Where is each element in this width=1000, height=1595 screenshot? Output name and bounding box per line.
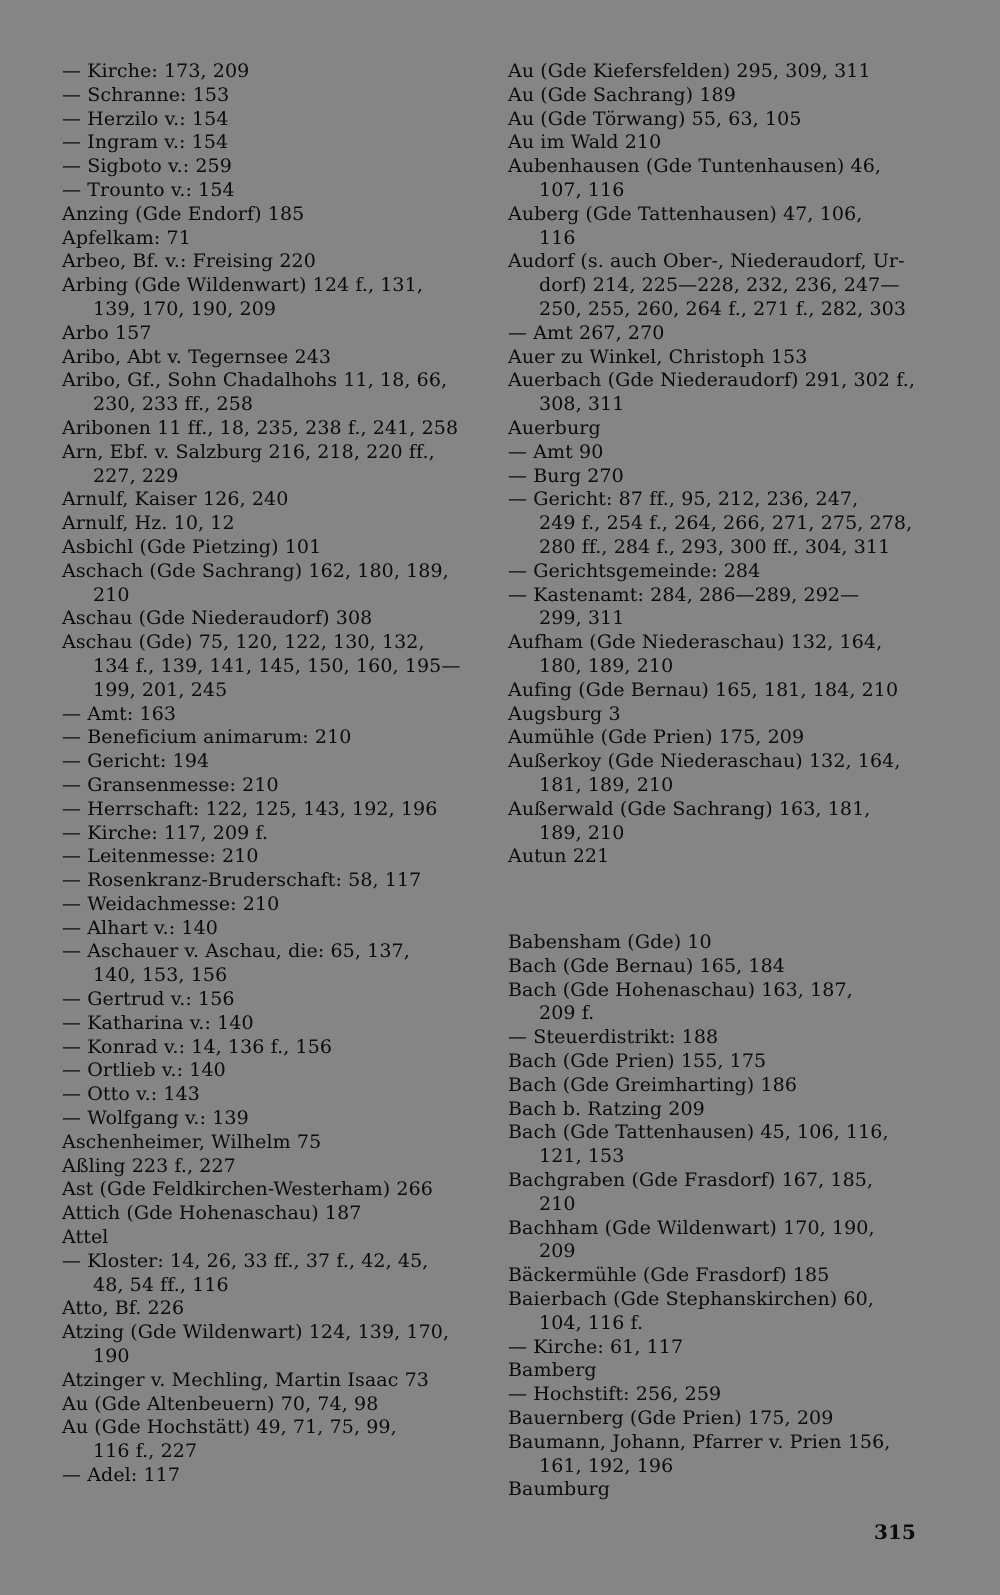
index-entry: — Alhart v.: 140 [62,916,218,939]
index-entry: — Gertrud v.: 156 [62,988,235,1011]
index-entry: — Trounto v.: 154 [62,178,235,201]
index-entry: — Schranne: 153 [62,83,230,106]
index-entry-continuation: 249 f., 254 f., 264, 266, 271, 275, 278, [539,512,913,535]
index-entry: Außerwald (Gde Sachrang) 163, 181, [508,797,871,820]
index-entry: — Gericht: 87 ff., 95, 212, 236, 247, [508,488,859,511]
index-entry-continuation: 116 f., 227 [93,1440,198,1463]
index-entry: — Kastenamt: 284, 286—289, 292— [508,583,860,606]
index-entry-continuation: 230, 233 ff., 258 [93,393,254,416]
index-entry-continuation: 209 [539,1240,576,1263]
index-entry: Au (Gde Altenbeuern) 70, 74, 98 [62,1392,379,1415]
index-entry: — Konrad v.: 14, 136 f., 156 [62,1035,333,1058]
index-entry-continuation: 48, 54 ff., 116 [93,1273,229,1296]
index-entry: Au im Wald 210 [508,131,662,154]
index-entry: Attich (Gde Hohenaschau) 187 [62,1202,362,1225]
index-entry: Bamberg [508,1359,597,1382]
index-entry: — Herzilo v.: 154 [62,107,229,130]
index-entry-continuation: 116 [539,226,576,249]
index-entry-continuation: 209 f. [539,1002,595,1025]
index-entry: — Otto v.: 143 [62,1083,200,1106]
index-entry: Atzing (Gde Wildenwart) 124, 139, 170, [62,1321,450,1344]
index-entry: Aribonen 11 ff., 18, 235, 238 f., 241, 258 [62,416,459,439]
index-entry: Bach (Gde Bernau) 165, 184 [508,954,785,977]
index-entry: — Steuerdistrikt: 188 [508,1026,719,1049]
index-entry-continuation: 180, 189, 210 [539,654,674,677]
index-entry: Arnulf, Kaiser 126, 240 [62,488,289,511]
index-entry-continuation: 104, 116 f. [539,1311,644,1334]
index-entry: Arbeo, Bf. v.: Freising 220 [62,250,316,273]
index-entry: — Weidachmesse: 210 [62,892,280,915]
index-entry: — Hochstift: 256, 259 [508,1383,722,1406]
index-entry: Baumburg [508,1478,610,1501]
index-entry: Augsburg 3 [508,702,621,725]
index-entry: Aufham (Gde Niederaschau) 132, 164, [508,631,883,654]
index-entry-continuation: 190 [93,1345,130,1368]
index-entry-continuation: 227, 229 [93,464,179,487]
index-entry-continuation: dorf) 214, 225—228, 232, 236, 247— [539,274,900,297]
index-entry: Bach (Gde Prien) 155, 175 [508,1050,767,1073]
index-entry: — Kloster: 14, 26, 33 ff., 37 f., 42, 45, [62,1249,429,1272]
index-entry-continuation: 140, 153, 156 [93,964,228,987]
index-entry: Aschau (Gde Niederaudorf) 308 [62,607,373,630]
index-entry: Außerkoy (Gde Niederaschau) 132, 164, [508,750,901,773]
index-entry: — Gericht: 194 [62,750,210,773]
index-column-left [62,60,472,1488]
index-entry: Aubenhausen (Gde Tuntenhausen) 46, [508,155,882,178]
index-entry: — Adel: 117 [62,1464,181,1487]
index-entry: Apfelkam: 71 [62,226,191,249]
index-entry: Aribo, Gf., Sohn Chadalhohs 11, 18, 66, [62,369,448,392]
index-entry: Arn, Ebf. v. Salzburg 216, 218, 220 ff., [62,440,435,463]
index-entry: — Herrschaft: 122, 125, 143, 192, 196 [62,797,438,820]
index-entry: Babensham (Gde) 10 [508,931,712,954]
index-entry-continuation: 250, 255, 260, 264 f., 271 f., 282, 303 [539,297,907,320]
index-entry: — Ortlieb v.: 140 [62,1059,226,1082]
index-entry: Auberg (Gde Tattenhausen) 47, 106, [508,202,863,225]
index-entry: — Beneficium animarum: 210 [62,726,352,749]
index-entry: — Leitenmesse: 210 [62,845,259,868]
index-entry: Atzinger v. Mechling, Martin Isaac 73 [62,1368,429,1391]
index-entry-continuation: 189, 210 [539,821,625,844]
index-entry: — Aschauer v. Aschau, die: 65, 137, [62,940,410,963]
page-number: 315 [874,1520,916,1544]
index-entry: Bach b. Ratzing 209 [508,1097,705,1120]
index-entry: Attel [62,1226,109,1249]
index-entry: — Kirche: 61, 117 [508,1335,684,1358]
index-entry-continuation: 134 f., 139, 141, 145, 150, 160, 195— [93,654,461,677]
index-entry: Ast (Gde Feldkirchen-Westerham) 266 [62,1178,433,1201]
index-entry-continuation: 107, 116 [539,178,625,201]
index-entry: Aribo, Abt v. Tegernsee 243 [62,345,332,368]
index-entry: — Burg 270 [508,464,624,487]
index-entry: Arnulf, Hz. 10, 12 [62,512,235,535]
index-entry-continuation: 199, 201, 245 [93,678,228,701]
index-entry: Aumühle (Gde Prien) 175, 209 [508,726,805,749]
index-entry-continuation: 121, 153 [539,1145,625,1168]
index-entry: Asbichl (Gde Pietzing) 101 [62,535,322,558]
index-column-right [508,60,913,1502]
index-entry: — Kirche: 117, 209 f. [62,821,269,844]
index-entry: Arbing (Gde Wildenwart) 124 f., 131, [62,274,423,297]
index-entry-continuation: 210 [539,1192,576,1215]
index-entry-continuation: 210 [93,583,130,606]
index-entry: Aufing (Gde Bernau) 165, 181, 184, 210 [508,678,899,701]
index-entry: Bach (Gde Hohenaschau) 163, 187, [508,978,853,1001]
index-entry: Au (Gde Törwang) 55, 63, 105 [508,107,802,130]
index-entry: Aßling 223 f., 227 [62,1154,236,1177]
index-entry: — Gransenmesse: 210 [62,773,279,796]
index-entry-continuation: 181, 189, 210 [539,773,674,796]
index-entry: — Gerichtsgemeinde: 284 [508,559,761,582]
index-entry: Auerburg [508,416,601,439]
index-entry: — Amt 267, 270 [508,321,665,344]
index-entry: Au (Gde Kiefersfelden) 295, 309, 311 [508,60,871,82]
index-entry: Bach (Gde Greimharting) 186 [508,1073,798,1096]
index-entry: — Katharina v.: 140 [62,1011,254,1034]
index-entry: — Kirche: 173, 209 [62,60,250,82]
index-entry: Baierbach (Gde Stephanskirchen) 60, [508,1288,874,1311]
index-entry-continuation: 139, 170, 190, 209 [93,297,277,320]
index-entry: Bäckermühle (Gde Frasdorf) 185 [508,1264,830,1287]
index-entry: Audorf (s. auch Ober-, Niederaudorf, Ur- [508,250,905,273]
index-entry: — Sigboto v.: 259 [62,155,232,178]
index-entry: Auerbach (Gde Niederaudorf) 291, 302 f., [508,369,915,392]
index-entry: Auer zu Winkel, Christoph 153 [508,345,808,368]
index-entry: Bachgraben (Gde Frasdorf) 167, 185, [508,1169,874,1192]
index-entry-continuation: 299, 311 [539,607,625,630]
index-entry: — Ingram v.: 154 [62,131,229,154]
index-entry: Atto, Bf. 226 [62,1297,185,1320]
index-entry: Baumann, Johann, Pfarrer v. Prien 156, [508,1430,891,1453]
index-entry: Au (Gde Sachrang) 189 [508,83,736,106]
index-entry-continuation: 161, 192, 196 [539,1454,674,1477]
index-entry-continuation: 280 ff., 284 f., 293, 300 ff., 304, 311 [539,535,891,558]
index-entry: Au (Gde Hochstätt) 49, 71, 75, 99, [62,1416,397,1439]
index-entry: — Amt: 163 [62,702,177,725]
index-entry: Aschau (Gde) 75, 120, 122, 130, 132, [62,631,425,654]
index-entry-continuation: 308, 311 [539,393,625,416]
index-entry: Arbo 157 [62,321,152,344]
index-entry: Anzing (Gde Endorf) 185 [62,202,305,225]
index-entry: Autun 221 [508,845,610,868]
index-entry: — Wolfgang v.: 139 [62,1107,249,1130]
index-entry: Bach (Gde Tattenhausen) 45, 106, 116, [508,1121,889,1144]
section-gap [508,869,913,931]
index-entry: Bachham (Gde Wildenwart) 170, 190, [508,1216,875,1239]
index-entry: — Amt 90 [508,440,604,463]
index-entry: Aschenheimer, Wilhelm 75 [62,1130,322,1153]
index-entry: Aschach (Gde Sachrang) 162, 180, 189, [62,559,449,582]
index-entry: Bauernberg (Gde Prien) 175, 209 [508,1407,834,1430]
index-entry: — Rosenkranz-Bruderschaft: 58, 117 [62,869,422,892]
